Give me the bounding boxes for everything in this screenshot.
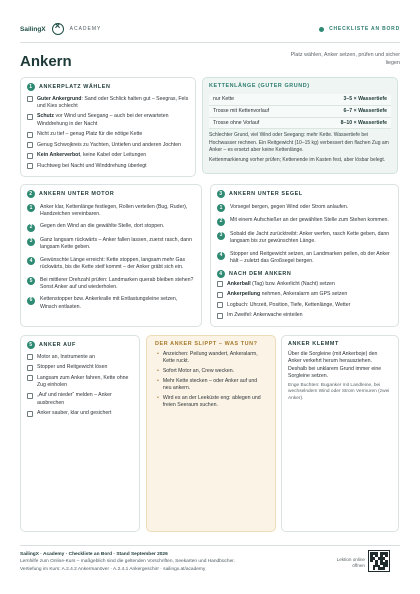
section-segel [210,184,399,327]
checkbox[interactable] [217,302,223,308]
chain-length-table [209,94,391,129]
section-anker-slippt [146,335,276,532]
klemmt-note: Enge Buchten: Buganker mit Landleine, bei wechselndem Wind oder Strom Vermuren (zwei Anker). [288,382,390,402]
checklist-item-rest: Logbuch: Uhrzeit, Position, Tiefe, Kettenlänge, Wetter [227,301,351,308]
step-item [21,254,201,274]
brand-academy: ACADEMY [69,26,102,32]
checklist-item-rest: Motor an, Instrumente an [37,353,95,360]
checklist-item-text [37,392,133,407]
checklist-item-emphasis: Kein Ankerverbot [37,152,81,159]
qr-label: Lektion online öffnen [336,557,365,569]
footer-line-2: Lernhilfe zum Online-Kurs – maßgeblich sind die geltenden Vorschriften, Seekarten und Handbücher. [20,559,235,565]
step-text: Kettenstopper bzw. Ankerkralle mit Entlastungsleine setzen, Winsch entlasten. [40,296,178,310]
section-anker-auf [20,335,140,532]
section-heading [203,78,397,92]
checkbox[interactable] [217,281,223,287]
step-number: 2 [27,224,35,232]
step-item [21,274,201,294]
checklist-item-rest: vor Wind und Seegang – auch bei der erwarteten Winddrehung in der Nacht [37,113,169,127]
row-label: Trosse mit Kettenvorlauf [213,108,270,115]
checklist-item-rest: : Sand oder Schlick halten gut – Seegras, Fels und Kies schlecht [37,95,189,109]
row-label: Trosse ohne Vorlauf [213,119,260,126]
checklist-item-emphasis: Schutz [37,113,55,120]
step-item [211,248,398,268]
step-item [211,229,398,249]
dot-icon [319,27,324,32]
bullet-item [147,367,275,377]
checkbox[interactable] [27,96,33,102]
section-number: 2 [27,190,35,198]
checklist-item-text [37,163,147,170]
section-heading [211,185,398,201]
checklist-item[interactable] [21,408,139,418]
checkbox[interactable] [27,411,33,417]
checkbox[interactable] [217,313,223,319]
checkbox[interactable] [27,354,33,360]
bullet-text: • Anzeichen: Peilung wandert, Ankeralarm, Kette ruckt. [162,351,258,365]
checklist-item-text [37,96,189,111]
bullet-item [147,350,275,367]
step-text: Sobald die Jacht zurücktreibt: Anker werfen, rasch Kette geben, dann langsam bis zur gewünschten Länge. [230,231,390,245]
chain-note: Schlechter Grund, viel Wind oder Seegang: mehr Kette. Wassertiefe bei Hochwasser rechnen. Ein Reitgewicht (10–15 kg) verbessert den flachen Zug am Anker – es ersetzt aber keine Kettenlänge. [209,132,389,153]
section-number: 3 [217,190,225,198]
section-title: ANKERN UNTER MOTOR [39,191,115,197]
checklist-item[interactable] [21,161,195,171]
checklist-item-rest: Stopper und Reitgewicht lösen [37,364,108,371]
section-kettenlaenge [202,77,398,174]
bullet-text: • Mehr Kette stecken – oder Anker auf und neu ankern. [162,377,258,392]
section-anker-klemmt [281,335,399,532]
section-heading [21,336,139,352]
checklist-item[interactable] [21,140,195,150]
checkbox[interactable] [27,114,33,120]
step-text: Gegen den Wind an die gewählte Stelle, dort stoppen. [40,223,165,230]
step-item [21,235,201,255]
bullet-item [147,394,275,411]
checklist-item[interactable] [21,391,139,409]
checklist-item-emphasis: Guter Ankergrund [37,95,82,102]
chain-note-2: Kettenmarkierung vorher prüfen; Kettenende im Kasten fest, aber lösbar belegt. [209,157,386,164]
checklist-item-rest: Genug Schwojkreis zu Yachten, Untiefen und anderen Jochten [37,141,181,148]
checkbox[interactable] [27,365,33,371]
checklist-item-emphasis: Ankerpeilung [227,291,261,298]
step-text: Vorsegel bergen, gegen Wind oder Strom anlaufen. [230,203,349,210]
checklist-badge [319,26,400,32]
page-title: Ankern [20,53,72,70]
checklist-item-text [37,113,189,128]
step-number: 5 [27,277,35,285]
step-text: Mit einem Aufschießer an der gewählten Stelle zum Stehen kommen. [230,217,389,224]
checklist-item[interactable] [21,130,195,140]
section-title: ANKERPLATZ WÄHLEN [39,84,111,90]
step-number: 4 [27,257,35,265]
bullet-text: • Wird es an der Leeküste eng: ablegen und freien Seeraum suchen. [162,394,261,408]
footer-line-3[interactable]: Vertiefung im Kurs: A.2.4.2 Ankermanöver · A.2.4.1 Ankergeschirr · sailingx.at/academy [20,566,206,572]
checklist-item-text [37,410,111,417]
section-number: 4 [217,270,225,278]
checkbox[interactable] [27,142,33,148]
checklist-item[interactable] [211,300,398,310]
section-heading [282,336,398,350]
step-item [21,294,201,314]
checkbox[interactable] [27,132,33,138]
page-subtitle: Platz wählen, Anker setzen, prüfen und sicher liegen [290,52,400,66]
checklist-item-text [227,302,350,309]
footer [20,551,320,573]
step-number: 1 [27,204,35,212]
checklist-item-rest: Nicht zu tief – genug Platz für die nötige Kette [37,131,143,138]
checklist-item-text [37,364,107,371]
footer-line-1: SailingX · Academy · Checkliste an Bord · Stand September 2026 [20,552,168,557]
section-title: KETTENLÄNGE (GUTER GRUND) [209,83,310,89]
step-item [21,201,201,221]
checklist-item-text [37,375,133,390]
section-number: 1 [27,83,35,91]
checklist-item-text [37,131,142,138]
step-text: Anker klar, Kettenlänge festlegen, Rollen verteilen (Bug, Ruder), Handzeichen vereinbaren. [40,203,188,217]
checkbox[interactable] [27,163,33,169]
checklist-item-rest: Anker sauber, klar und gesichert [37,410,112,417]
step-number: 1 [217,204,225,212]
subsection-heading [211,268,398,279]
checklist-item-emphasis: Ankerball [227,280,251,287]
section-title: DER ANKER SLIPPT – WAS TUN? [155,341,258,347]
checklist-item-rest: Fluchtweg bei Nacht und Winddrehung überlegt [37,162,147,169]
checklist-item[interactable] [211,310,398,320]
step-number: 3 [27,238,35,246]
step-number: 6 [27,297,35,305]
section-ankerplatz [20,77,196,177]
step-number: 4 [217,252,225,260]
checklist-item[interactable] [211,290,398,300]
checklist-item-text [227,281,335,288]
checklist-label: CHECKLISTE AN BORD [329,26,400,32]
section-title: ANKER AUF [39,342,76,348]
checklist-item-rest: Im Zweifel: Ankerwache einteilen [227,312,303,319]
checklist-item-text [227,291,347,298]
checkbox[interactable] [27,375,33,381]
table-row [209,94,391,106]
checkbox[interactable] [27,393,33,399]
row-value: 6–7 × Wassertiefe [343,108,387,115]
brand-name: SailingX [20,25,46,33]
row-value: 8–10 × Wassertiefe [340,119,387,126]
checklist-item[interactable] [21,150,195,160]
section-title: ANKER KLEMMT [288,341,339,347]
step-text: Gewünschte Länge erreicht: Kette stoppen, langsam mehr Gas rückwärts, bis die Kette steif kommt – der Anker gräbt sich ein. [40,256,186,271]
section-number: 5 [27,341,35,349]
header-divider [20,42,400,43]
checklist-item-text [37,142,181,149]
checklist-item-rest: , keine Kabel oder Leitungen [80,152,147,159]
klemmt-text: Über die Sorgleine (mit Ankerboje) den Anker verkehrt herum herausziehen. Deshalb bei unklarem Grund immer eine Sorgleine setzen. [288,351,382,380]
footer-divider [20,545,400,546]
checklist-item[interactable] [211,279,398,289]
row-label: nur Kette [213,96,235,103]
section-title: NACH DEM ANKERN [229,271,292,278]
brand-mark-icon [52,23,64,35]
checkbox[interactable] [27,153,33,159]
checklist-item[interactable] [21,112,195,130]
page-header [20,20,400,38]
checklist-item-text [37,152,146,159]
checklist-item-rest: „Auf und nieder“ melden – Anker ausbrechen [37,392,112,406]
checklist-item-rest: Langsam zum Anker fahren, Kette ohne Zug einholen [37,374,129,388]
checklist-item-text [227,312,303,319]
table-row [209,118,391,130]
step-text: Ganz langsam rückwärts – Anker fallen lassen, zuerst rasch, dann langsam Kette geben. [40,237,192,251]
step-item [211,215,398,229]
section-heading [21,185,201,201]
table-row [209,106,391,118]
checkbox[interactable] [217,292,223,298]
section-heading [147,336,275,350]
checklist-item-rest: (Tag) bzw. Ankerlicht (Nacht) setzen [250,280,335,287]
section-motor [20,184,202,327]
checklist-item-rest: nehmen, Ankeralarm am GPS setzen [260,291,348,298]
section-heading [21,78,195,94]
checklist-item[interactable] [21,373,139,391]
section-title: ANKERN UNTER SEGEL [229,191,303,197]
qr-code-icon[interactable] [368,550,390,572]
bullet-text: • Sofort Motor an, Crew wecken. [162,368,235,375]
step-number: 2 [217,218,225,226]
step-item [211,201,398,215]
checklist-item[interactable] [21,362,139,372]
step-item [21,221,201,235]
row-value: 3–5 × Wassertiefe [343,96,387,103]
step-number: 3 [217,232,225,240]
checklist-item[interactable] [21,94,195,112]
checklist-item-text [37,354,95,361]
brand-logo[interactable] [20,23,101,35]
bullet-item [147,377,275,394]
step-text: Bei mittlerer Drehzahl prüfen: Landmarken querab bleiben stehen? Sonst Anker auf und wiederholen. [40,276,194,290]
step-text: Stopper und Reitgewicht setzen, an Landmarken peilen, ob der Anker hält – zuletzt das Großsegel bergen. [230,250,390,265]
checklist-item[interactable] [21,352,139,362]
